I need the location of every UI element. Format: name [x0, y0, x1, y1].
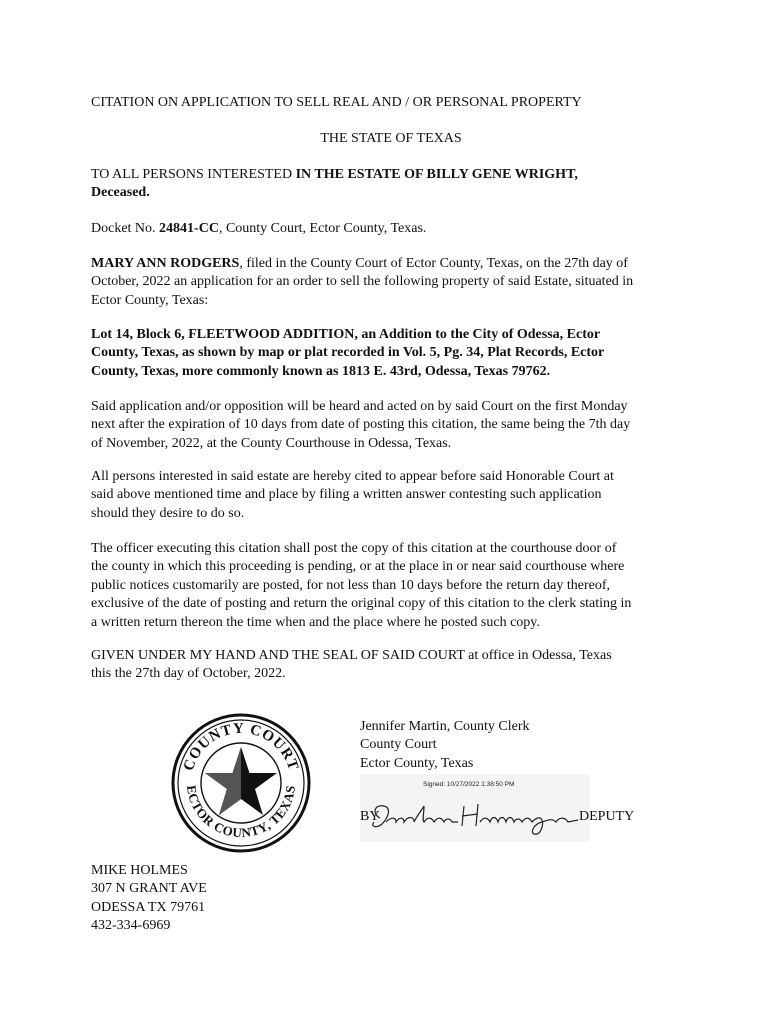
officer-line-5: a written return thereon the time when and the place where he posted such copy.	[91, 614, 540, 630]
seal-text-top: COUNTY COURT	[180, 720, 302, 773]
deputy-label: DEPUTY	[579, 809, 635, 824]
cited-line-1: All persons interested in said estate are hereby cited to appear before said Honorable Court at	[91, 469, 614, 484]
given-line-1: GIVEN UNDER MY HAND AND THE SEAL OF SAID COURT at office in Odessa, Texas	[91, 648, 612, 663]
docket-suffix: , County Court, Ector County, Texas.	[218, 221, 427, 236]
state-line: THE STATE OF TEXAS	[320, 131, 462, 146]
to-all-persons	[91, 166, 691, 203]
given-paragraph	[91, 647, 691, 684]
officer-paragraph	[91, 540, 691, 632]
attorney-name: MIKE HOLMES	[91, 863, 188, 878]
property-description	[91, 326, 691, 381]
deceased-label: Deceased.	[91, 185, 150, 201]
county-seal-icon	[170, 712, 312, 854]
seal-text-bottom: ECTOR COUNTY, TEXAS	[183, 784, 299, 841]
property-line-3: County, Texas, more commonly known as 1813 E. 43rd, Odessa, Texas 79762.	[91, 363, 551, 379]
applicant-name: MARY ANN RODGERS	[91, 256, 240, 271]
clerk-signature-block	[360, 718, 690, 824]
by-prefix: BY	[360, 809, 380, 824]
cited-line-3: should they desire to do so.	[91, 505, 245, 521]
clerk-name-title: Jennifer Martin, County Clerk	[360, 719, 530, 734]
to-all-prefix: TO ALL PERSONS INTERESTED	[91, 167, 296, 182]
officer-line-4: exclusive of the date of posting and return the original copy of this citation to the clerk stating in	[91, 596, 632, 612]
hearing-line-2: next after the expiration of 10 days from date of posting this citation, the same being the 7th day	[91, 417, 631, 433]
cited-line-2: said above mentioned time and place by filing a written answer contesting such application	[91, 487, 602, 503]
applicant-line-1: , filed in the County Court of Ector County, Texas, on the 27th day of	[239, 256, 628, 271]
applicant-line-3: Ector County, Texas:	[91, 292, 209, 308]
cited-paragraph	[91, 468, 691, 523]
by-deputy-line	[360, 808, 650, 826]
hearing-line-1: Said application and/or opposition will be heard and acted on by said Court on the first Monday	[91, 399, 628, 414]
hearing-line-3: of November, 2022, at the County Courthouse in Odessa, Texas.	[91, 435, 452, 451]
officer-line-3: public notices customarily are posted, for not less than 10 days before the return day thereof,	[91, 577, 611, 593]
signed-timestamp: Signed: 10/27/2022 1:38:50 PM	[423, 781, 515, 788]
officer-line-1: The officer executing this citation shall post the copy of this citation at the courthouse door of	[91, 541, 617, 556]
docket-number: 24841-CC	[159, 221, 219, 236]
document-title: CITATION ON APPLICATION TO SELL REAL AND / OR PERSONAL PROPERTY	[91, 95, 582, 110]
property-line-1: Lot 14, Block 6, FLEETWOOD ADDITION, an Addition to the City of Odessa, Ector	[91, 327, 601, 342]
attorney-address	[91, 862, 207, 936]
property-line-2: County, Texas, as shown by map or plat recorded in Vol. 5, Pg. 34, Plat Records, Ector	[91, 345, 605, 361]
clerk-court: County Court	[360, 737, 437, 753]
officer-line-2: the county in which this proceeding is pending, or at the place in or near said courthouse where	[91, 559, 625, 575]
docket-line	[91, 220, 691, 238]
hearing-paragraph	[91, 398, 691, 453]
attorney-city: ODESSA TX 79761	[91, 899, 206, 915]
estate-name: IN THE ESTATE OF BILLY GENE WRIGHT,	[295, 167, 578, 182]
attorney-street: 307 N GRANT AVE	[91, 881, 207, 897]
applicant-line-2: October, 2022 an application for an order to sell the following property of said Estate, situated in	[91, 274, 634, 290]
attorney-phone: 432-334-6969	[91, 918, 171, 934]
applicant-paragraph	[91, 255, 691, 310]
clerk-county: Ector County, Texas	[360, 755, 474, 771]
docket-prefix: Docket No.	[91, 221, 160, 236]
given-line-2: this the 27th day of October, 2022.	[91, 666, 286, 682]
